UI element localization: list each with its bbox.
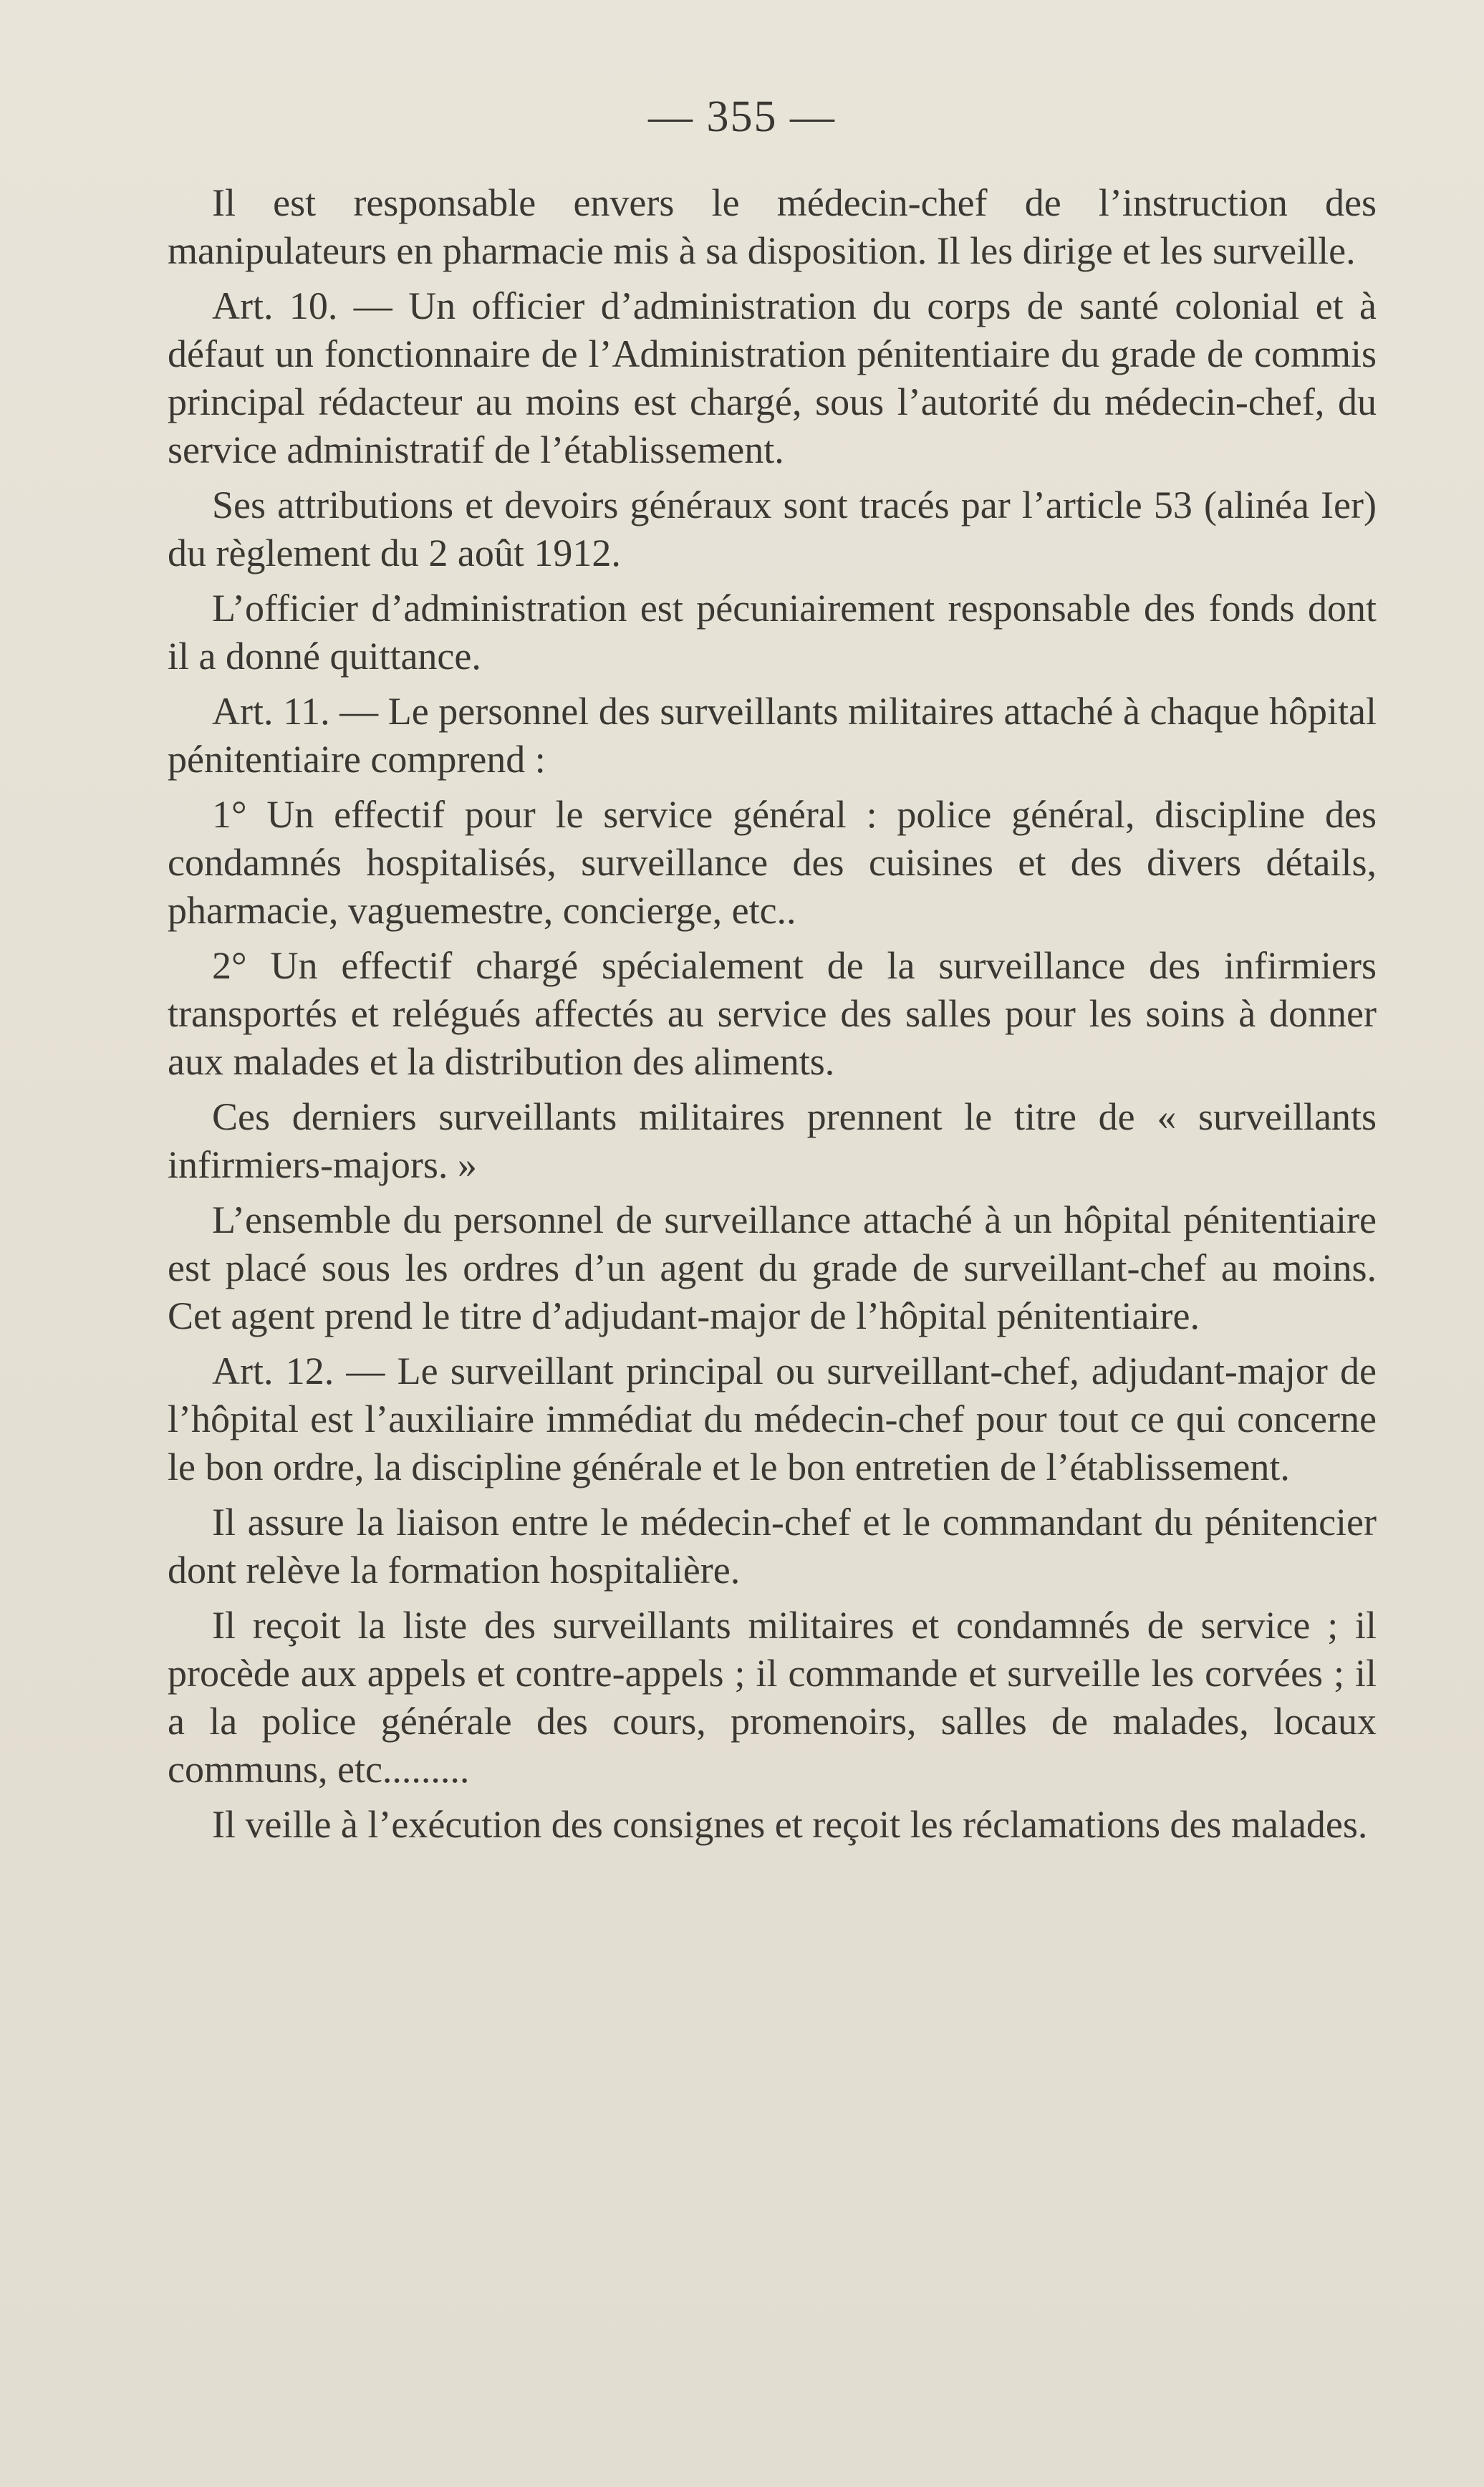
page-number: — 355 — (648, 92, 836, 141)
paragraph: Il reçoit la liste des surveillants militaires et condamnés de service ; il procède aux appels et contre-appels ; il commande et surveille les corvées ; il a la police générale des cours, promenoirs, salles de malades, locaux communs, etc......... (168, 1604, 1377, 1791)
paragraph: L’ensemble du personnel de surveillance attaché à un hôpital pénitentiaire est placé sous les ordres d’un agent du grade de surveillant-chef au moins. Cet agent prend le titre d’adjudant-major de l’hôpital pénitentiaire. (168, 1198, 1377, 1337)
paragraph: Il est responsable envers le médecin-chef de l’instruction des manipulateurs en pharmacie mis à sa disposition. Il les dirige et les surveille. (168, 181, 1377, 272)
list-item-1: 1° Un effectif pour le service général : police général, discipline des condamnés hospitalisés, surveillance des cuisines et des divers détails, pharmacie, vaguemestre, concierge, etc.. (168, 793, 1377, 932)
list-item-2: 2° Un effectif chargé spécialement de la surveillance des infirmiers transportés et relégués affectés au service des salles pour les soins à donner aux malades et la distribution des aliments. (168, 944, 1377, 1083)
paragraph-art-11: Art. 11. — Le personnel des surveillants militaires attaché à chaque hôpital pénitentiaire comprend : (168, 690, 1377, 781)
paragraph-art-12: Art. 12. — Le surveillant principal ou surveillant-chef, adjudant-major de l’hôpital est l’auxiliaire immédiat du médecin-chef pour tout ce qui concerne le bon ordre, la discipline générale et le bon entretien de l’établissement. (168, 1350, 1377, 1488)
paragraph: L’officier d’administration est pécuniairement responsable des fonds dont il a donné quittance. (168, 587, 1377, 678)
paragraph: Il veille à l’exécution des consignes et reçoit les réclamations des malades. (212, 1803, 1368, 1846)
paragraph: Ses attributions et devoirs généraux sont tracés par l’article 53 (alinéa Ier) du règlement du 2 août 1912. (168, 484, 1377, 574)
paragraph-art-10: Art. 10. — Un officier d’administration du corps de santé colonial et à défaut un fonctionnaire de l’Administration pénitentiaire du grade de commis principal rédacteur au moins est chargé, sous l’autorité du médecin-chef, du service administratif de l’établissement. (168, 284, 1377, 471)
body-text (168, 179, 1377, 1856)
paragraph: Il assure la liaison entre le médecin-chef et le commandant du pénitencier dont relève la formation hospitalière. (168, 1501, 1377, 1592)
paragraph: Ces derniers surveillants militaires prennent le titre de « surveillants infirmiers-majors. » (168, 1095, 1377, 1186)
